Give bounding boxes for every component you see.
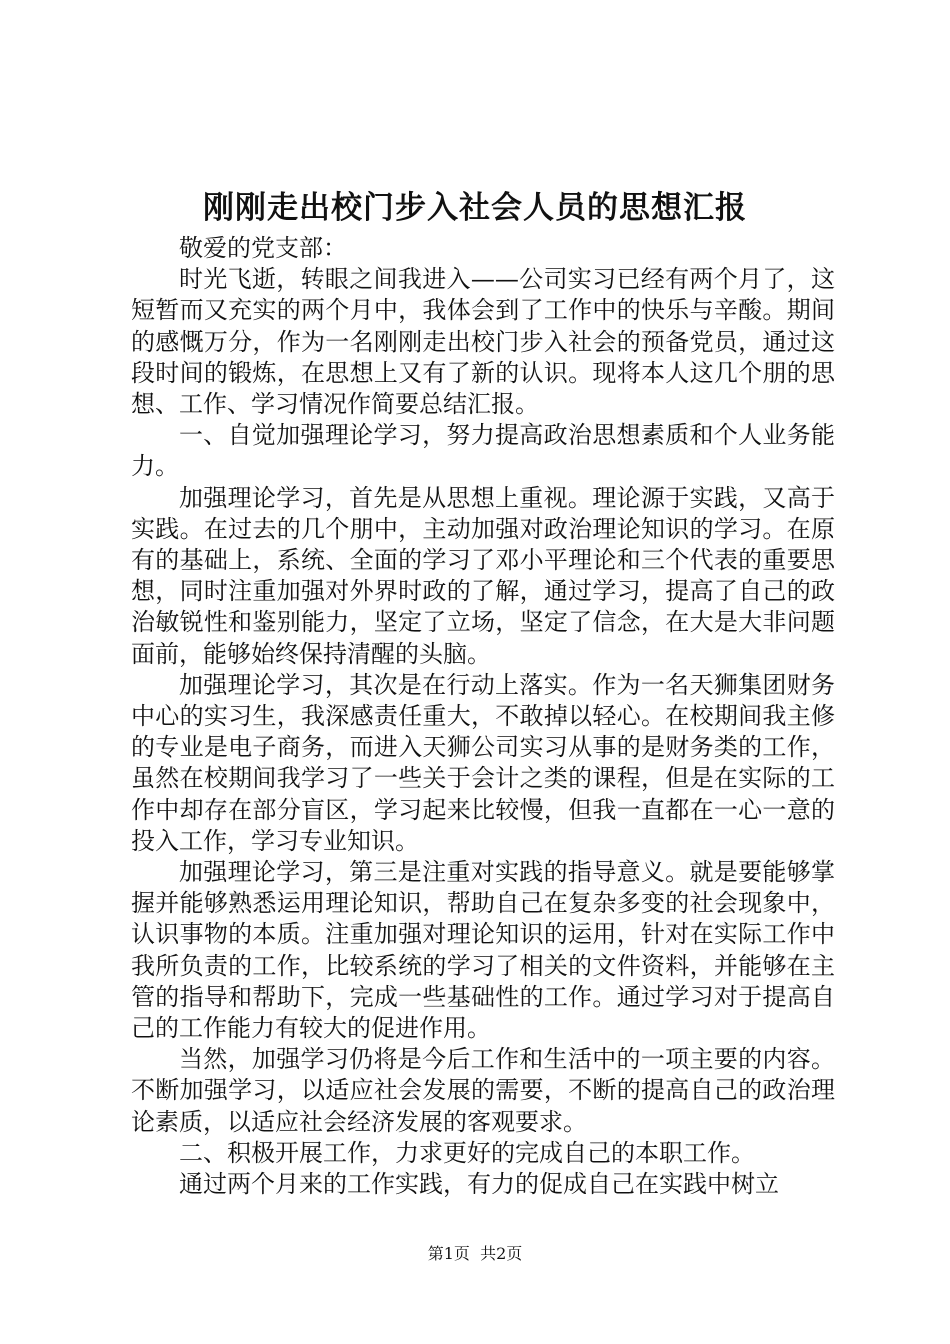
section-heading-1: 一、自觉加强理论学习，努力提高政治思想素质和个人业务能力。 xyxy=(131,421,835,481)
page-footer xyxy=(0,1243,950,1265)
page-total: 共2页 xyxy=(480,1244,523,1263)
paragraph: 加强理论学习，首先是从思想上重视。理论源于实践，又高于实践。在过去的几个朋中，主动加强对政治理论知识的学习。在原有的基础上，系统、全面的学习了邓小平理论和三个代表的重要思想，同时注重加强对外界时政的了解，通过学习，提高了自己的政治敏锐性和鉴别能力，坚定了立场，坚定了信念，在大是大非问题面前，能够始终保持清醒的头脑。 xyxy=(131,483,835,668)
section-heading-2: 二、积极开展工作，力求更好的完成自己的本职工作。 xyxy=(179,1138,755,1167)
paragraph: 加强理论学习，其次是在行动上落实。作为一名天狮集团财务中心的实习生，我深感责任重大，不敢掉以轻心。在校期间我主修的专业是电子商务，而进入天狮公司实习从事的是财务类的工作，虽然在校期间我学习了一些关于会计之类的课程，但是在实际的工作中却存在部分盲区，学习起来比较慢，但我一直都在一心一意的投入工作，学习专业知识。 xyxy=(131,670,835,855)
paragraph: 通过两个月来的工作实践，有力的促成自己在实践中树立 xyxy=(179,1170,779,1199)
paragraph: 时光飞逝，转眼之间我进入——公司实习已经有两个月了，这短暂而又充实的两个月中，我体会到了工作中的快乐与辛酸。期间的感慨万分，作为一名刚刚走出校门步入社会的预备党员，通过这段时间的锻炼，在思想上又有了新的认识。现将本人这几个朋的思想、工作、学习情况作简要总结汇报。 xyxy=(131,265,835,419)
page-number: 第1页 xyxy=(427,1244,470,1263)
paragraph: 加强理论学习，第三是注重对实践的指导意义。就是要能够掌握并能够熟悉运用理论知识，帮助自己在复杂多变的社会现象中，认识事物的本质。注重加强对理论知识的运用，针对在实际工作中我所负责的工作，比较系统的学习了相关的文件资料，并能够在主管的指导和帮助下，完成一些基础性的工作。通过学习对于提高自己的工作能力有较大的促进作用。 xyxy=(131,858,835,1043)
paragraph: 当然，加强学习仍将是今后工作和生活中的一项主要的内容。不断加强学习，以适应社会发展的需要，不断的提高自己的政治理论素质，以适应社会经济发展的客观要求。 xyxy=(131,1045,835,1136)
document-body xyxy=(131,233,835,1200)
document-title: 刚刚走出校门步入社会人员的思想汇报 xyxy=(203,190,747,226)
salutation: 敬爱的党支部： xyxy=(179,234,347,262)
